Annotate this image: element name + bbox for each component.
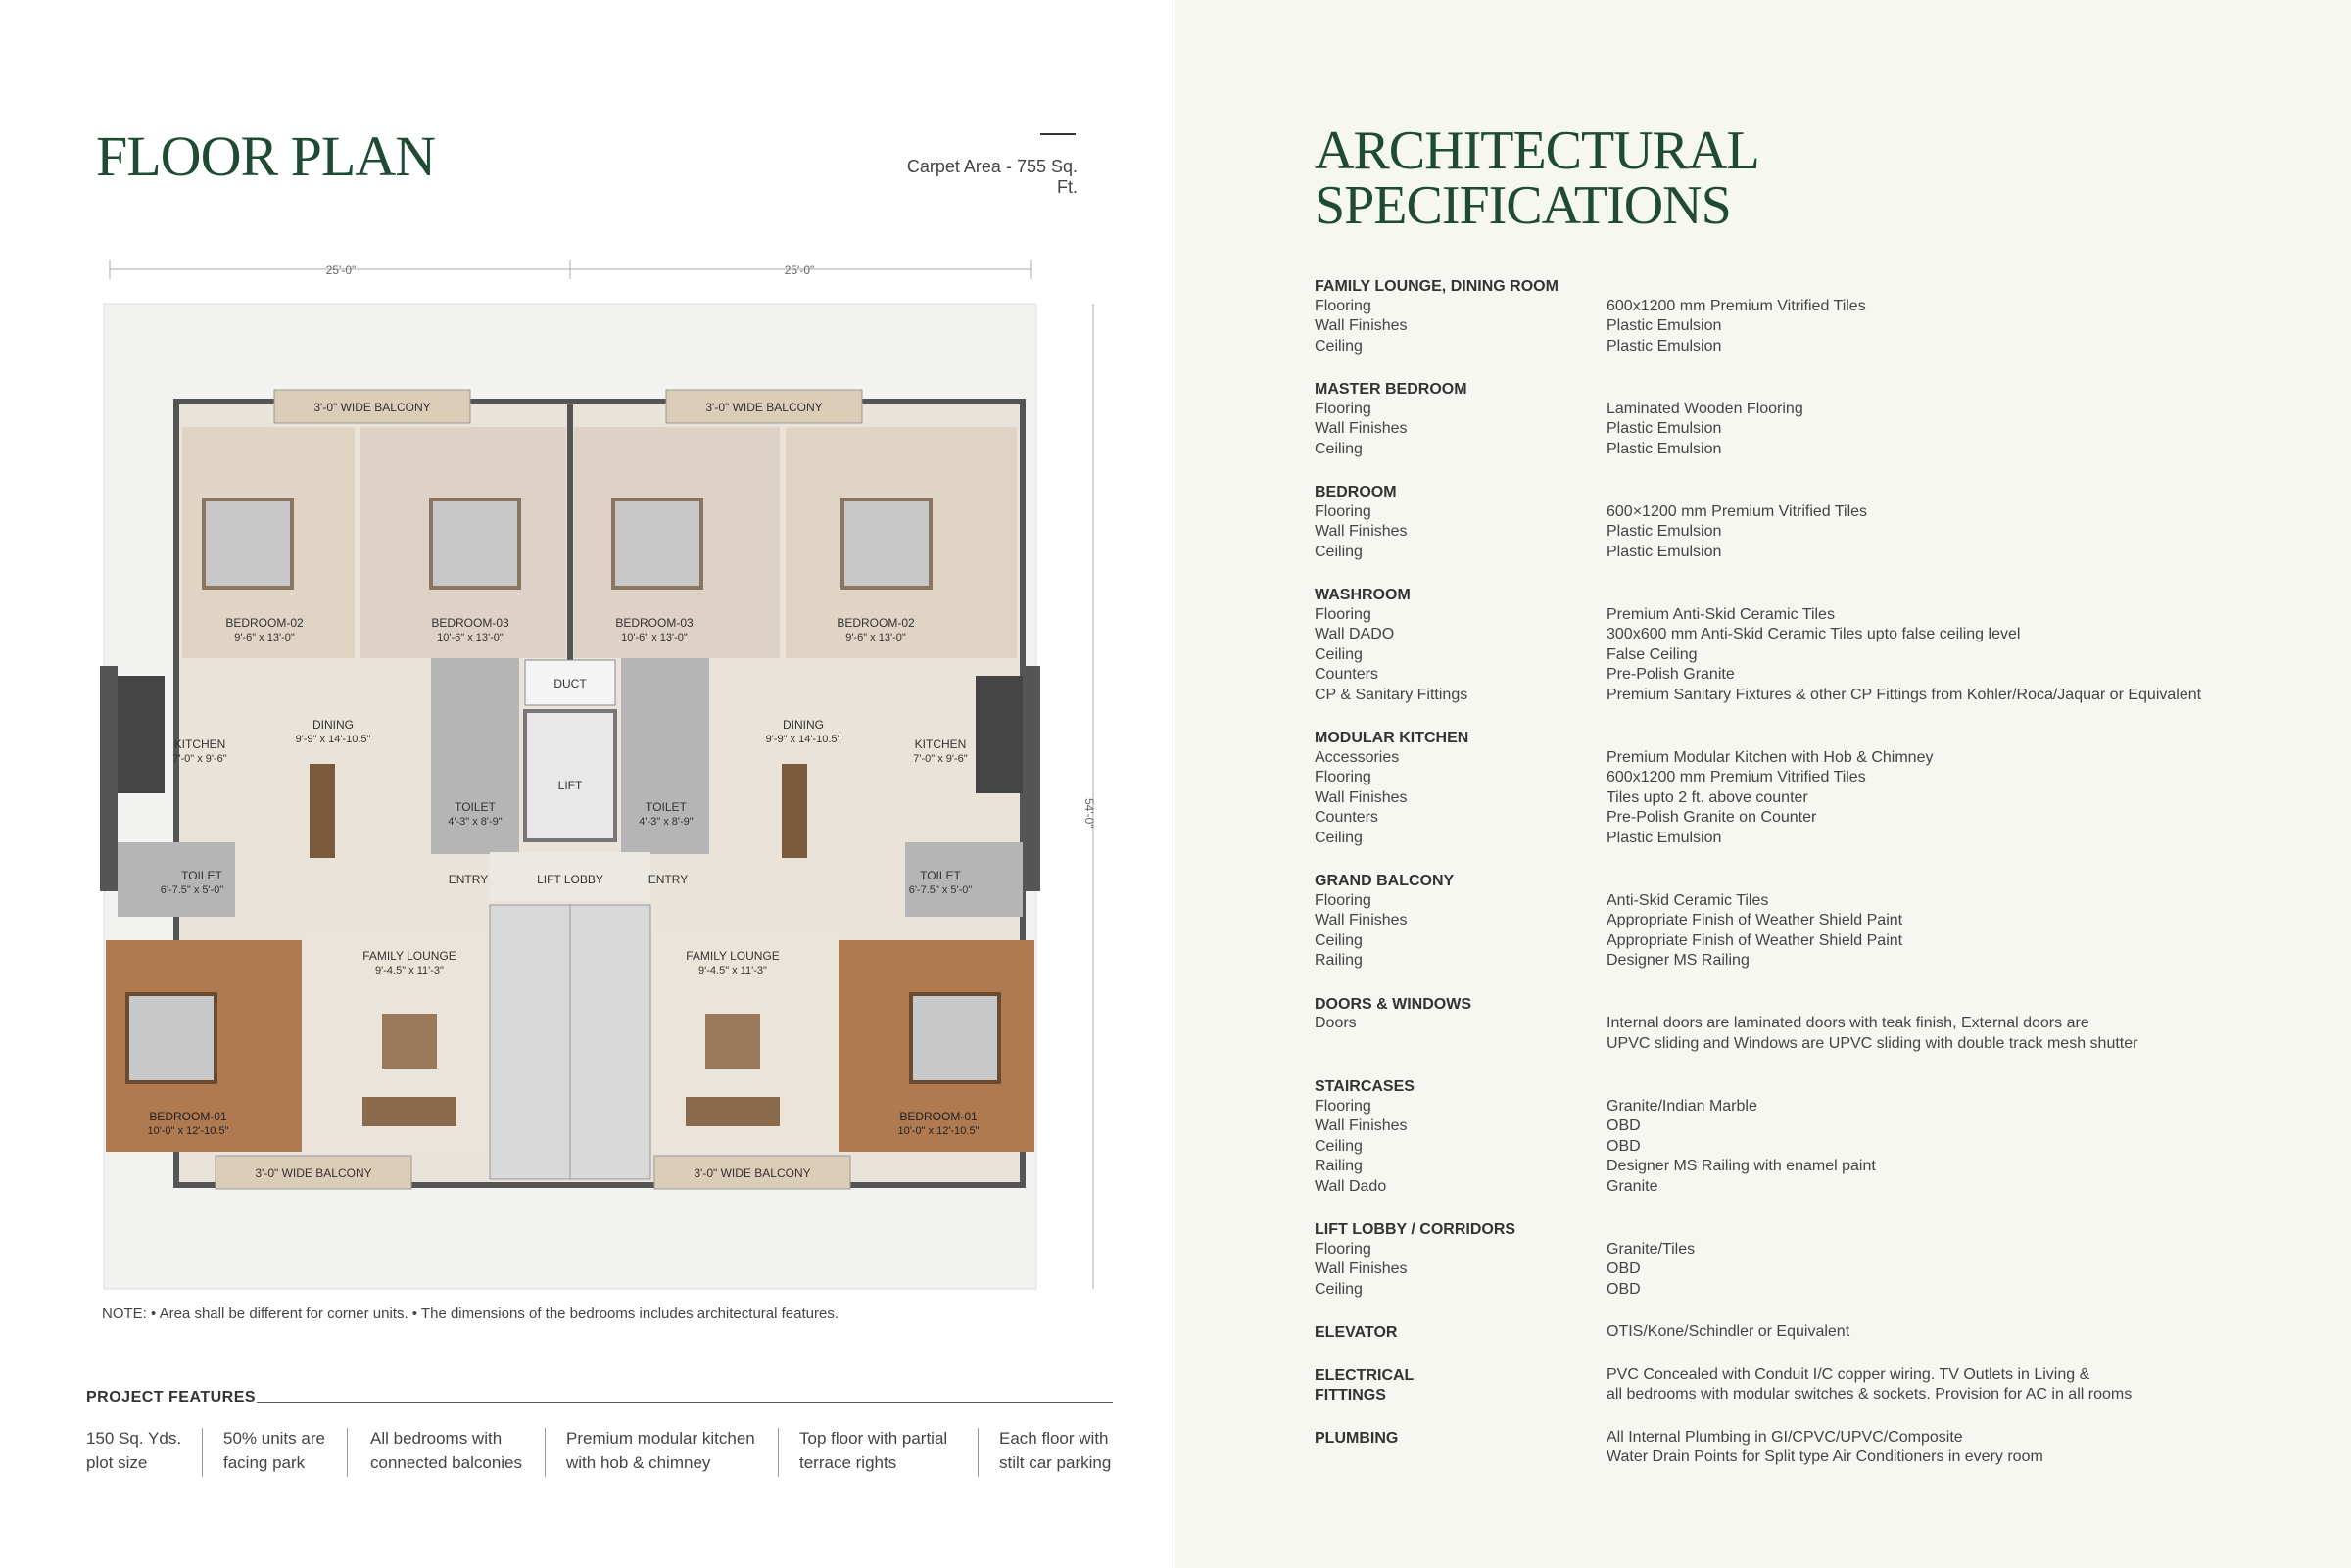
spec-value: Granite/Indian Marble (1607, 1097, 1757, 1115)
dining-left-size: 9'-9" x 14'-10.5" (295, 734, 371, 745)
feature-item: 150 Sq. Yds. plot size (86, 1429, 182, 1472)
spec-value: Premium Modular Kitchen with Hob & Chimney (1607, 748, 1934, 766)
bedroom03-left-size: 10'-6" x 13'-0" (437, 632, 504, 643)
entry-right-label: ENTRY (648, 873, 689, 886)
spec-value: Granite (1607, 1177, 1658, 1195)
spec-label: Ceiling (1315, 829, 1363, 846)
spec-label: Accessories (1315, 748, 1400, 766)
spec-value: Granite/Tiles (1607, 1240, 1696, 1258)
bed-icon (613, 499, 701, 588)
toilet-outer-right-size: 6'-7.5" x 5'-0" (908, 884, 973, 896)
spec-label: Wall Finishes (1315, 317, 1408, 334)
spec-value: OBD (1607, 1137, 1641, 1155)
bedroom02-right-label: BEDROOM-02 (837, 616, 915, 630)
toilet-outer-left-size: 6'-7.5" x 5'-0" (160, 884, 224, 896)
project-features-title: PROJECT FEATURES (86, 1389, 257, 1405)
spec-value: Appropriate Finish of Weather Shield Paint (1607, 912, 1903, 928)
spec-label: Ceiling (1315, 337, 1363, 355)
spec-value: Internal doors are laminated doors with teak finish, External doors are (1607, 1015, 2089, 1031)
spec-value: Laminated Wooden Flooring (1607, 400, 1803, 417)
dining-table-icon (310, 764, 335, 858)
bed-icon (431, 499, 519, 588)
kitchen-right-size: 7'-0" x 9'-6" (913, 753, 968, 765)
spec-label: Ceiling (1315, 931, 1363, 949)
spec-value: Plastic Emulsion (1607, 337, 1722, 355)
spec-label: Counters (1315, 666, 1378, 683)
spec-section-heading: WASHROOM (1315, 587, 1411, 603)
page-title: FLOOR PLAN (96, 124, 436, 188)
balcony-bottom-left-label: 3'-0" WIDE BALCONY (255, 1166, 372, 1180)
spec-value: 600x1200 mm Premium Vitrified Tiles (1607, 297, 1866, 314)
spec-label: Wall Finishes (1315, 420, 1408, 437)
spec-label: Counters (1315, 809, 1378, 826)
spec-label: Railing (1315, 1158, 1363, 1174)
spec-section-heading: DOORS & WINDOWS (1315, 995, 1471, 1013)
balcony-top-left-label: 3'-0" WIDE BALCONY (313, 401, 431, 414)
spec-label: CP & Sanitary Fittings (1315, 686, 1468, 703)
spec-label: Wall Finishes (1315, 788, 1408, 806)
duct-label: DUCT (553, 677, 587, 690)
family-lounge-right-label: FAMILY LOUNGE (686, 949, 780, 963)
bedroom03-left-label: BEDROOM-03 (431, 616, 509, 630)
spec-label: Wall Finishes (1315, 912, 1408, 928)
spec-section-heading: BEDROOM (1315, 484, 1397, 500)
spec-label: Ceiling (1315, 440, 1363, 457)
spec-value: Pre-Polish Granite on Counter (1607, 809, 1817, 826)
bed-icon (127, 994, 216, 1082)
bedroom01-right-label: BEDROOM-01 (899, 1110, 978, 1123)
spec-section-heading: FAMILY LOUNGE, DINING ROOM (1315, 278, 1559, 295)
toilet-inner-left-size: 4'-3" x 8'-9" (448, 816, 503, 828)
spec-label: Wall Dado (1315, 1177, 1387, 1195)
spec-label: Doors (1315, 1015, 1357, 1031)
sofa-icon (382, 1014, 437, 1069)
spec-label: Flooring (1315, 1240, 1371, 1258)
feature-item: Premium modular kitchen with hob & chimney (566, 1429, 755, 1472)
spec-section-heading: LIFT LOBBY / CORRIDORS (1315, 1221, 1516, 1238)
bedroom02-left-size: 9'-6" x 13'-0" (234, 632, 295, 643)
spec-value: All Internal Plumbing in GI/CPVC/UPVC/Composite (1607, 1428, 1963, 1446)
bedroom02-right-size: 9'-6" x 13'-0" (845, 632, 906, 643)
project-features-rule (257, 1402, 1113, 1403)
spec-value: PVC Concealed with Conduit I/C copper wiring. TV Outlets in Living & (1607, 1365, 2090, 1383)
spec-label: Ceiling (1315, 645, 1363, 663)
toilet-outer-right-label: TOILET (920, 869, 961, 882)
dim-side: 54'-0" (1082, 798, 1096, 829)
bedroom01-left-size: 10'-0" x 12'-10.5" (147, 1125, 229, 1137)
toilet-inner-right-label: TOILET (646, 800, 687, 814)
spec-value: False Ceiling (1607, 645, 1698, 663)
spec-label: Wall Finishes (1315, 1260, 1408, 1277)
feature-item: Top floor with partial terrace rights (799, 1429, 948, 1472)
bedroom01-right-size: 10'-0" x 12'-10.5" (897, 1125, 980, 1137)
dining-left-label: DINING (312, 718, 354, 732)
spec-section-heading: GRAND BALCONY (1315, 873, 1455, 889)
spec-value: 600x1200 mm Premium Vitrified Tiles (1607, 769, 1866, 785)
spec-value: 300x600 mm Anti-Skid Ceramic Tiles upto false ceiling level (1607, 626, 2021, 642)
spec-value: all bedrooms with modular switches & sockets. Provision for AC in all rooms (1607, 1386, 2133, 1402)
carpet-area: Carpet Area - 755 Sq. Ft. (906, 157, 1078, 197)
spec-label: Flooring (1315, 400, 1371, 417)
spec-value: Plastic Emulsion (1607, 420, 1722, 437)
spec-label: Ceiling (1315, 543, 1363, 560)
toilet-inner-left-label: TOILET (455, 800, 496, 814)
spec-value: Premium Anti-Skid Ceramic Tiles (1607, 605, 1835, 623)
spec-section-heading: PLUMBING (1315, 1429, 1399, 1447)
spec-value: Premium Sanitary Fixtures & other CP Fittings from Kohler/Roca/Jaquar or Equivalent (1607, 686, 2202, 703)
family-lounge-left-size: 9'-4.5" x 11'-3" (375, 965, 444, 976)
floor-plan-drawing (98, 245, 1097, 1303)
spec-section-heading: MODULAR KITCHEN (1315, 730, 1469, 746)
family-lounge-left-label: FAMILY LOUNGE (362, 949, 456, 963)
spec-label: Flooring (1315, 1097, 1371, 1115)
spec-label: Railing (1315, 952, 1363, 969)
divider-dash (1040, 133, 1076, 135)
sofa-icon (705, 1014, 760, 1069)
sofa-icon (362, 1097, 456, 1126)
kitchen-left-label: KITCHEN (173, 737, 226, 751)
lift-lobby-label: LIFT LOBBY (537, 873, 603, 886)
spec-section-heading: STAIRCASES (1315, 1078, 1415, 1095)
spec-value: Tiles upto 2 ft. above counter (1607, 788, 1808, 806)
toilet-outer-left-label: TOILET (181, 869, 222, 882)
plan-note: NOTE: • Area shall be different for corner units. • The dimensions of the bedrooms includes architectural features. (102, 1306, 839, 1322)
spec-label: Flooring (1315, 891, 1371, 909)
spec-section-heading: ELECTRICAL FITTINGS (1315, 1366, 1415, 1403)
lift (525, 711, 615, 840)
spec-label: Flooring (1315, 769, 1371, 785)
spec-label: Ceiling (1315, 1137, 1363, 1155)
bedroom03-right-size: 10'-6" x 13'-0" (621, 632, 688, 643)
dim-top-left: 25'-0" (325, 263, 357, 277)
spec-label: Wall Finishes (1315, 523, 1408, 540)
spec-section-heading: ELEVATOR (1315, 1324, 1398, 1341)
spec-value: 600×1200 mm Premium Vitrified Tiles (1607, 502, 1868, 520)
kitchen-right-label: KITCHEN (914, 737, 967, 751)
spec-value: Anti-Skid Ceramic Tiles (1607, 891, 1769, 909)
spec-value: UPVC sliding and Windows are UPVC sliding with double track mesh shutter (1607, 1034, 2138, 1052)
family-lounge-right-size: 9'-4.5" x 11'-3" (698, 965, 767, 976)
sofa-icon (686, 1097, 780, 1126)
balcony-top-right-label: 3'-0" WIDE BALCONY (705, 401, 823, 414)
spec-value: OBD (1607, 1260, 1641, 1277)
spec-label: Ceiling (1315, 1280, 1363, 1298)
feature-item: 50% units are facing park (223, 1429, 325, 1472)
spec-label: Flooring (1315, 605, 1371, 623)
bedroom02-left-label: BEDROOM-02 (225, 616, 304, 630)
spec-value: OBD (1607, 1117, 1641, 1134)
spec-value: Plastic Emulsion (1607, 829, 1722, 846)
spec-section-heading: MASTER BEDROOM (1315, 381, 1467, 398)
spec-label: Flooring (1315, 502, 1371, 520)
spec-value: Plastic Emulsion (1607, 523, 1722, 540)
bedroom01-left-label: BEDROOM-01 (149, 1110, 227, 1123)
bed-icon (911, 994, 999, 1082)
spec-value: Appropriate Finish of Weather Shield Paint (1607, 931, 1903, 949)
spec-value: Plastic Emulsion (1607, 543, 1722, 560)
spec-label: Wall Finishes (1315, 1117, 1408, 1134)
feature-item: All bedrooms with connected balconies (370, 1429, 523, 1472)
spec-value: Designer MS Railing (1607, 952, 1750, 969)
spec-value: Designer MS Railing with enamel paint (1607, 1158, 1876, 1174)
feature-item: Each floor with stilt car parking (999, 1429, 1112, 1472)
dining-right-size: 9'-9" x 14'-10.5" (765, 734, 841, 745)
spec-label: Flooring (1315, 297, 1371, 314)
toilet-inner-right-size: 4'-3" x 8'-9" (639, 816, 694, 828)
dim-top-right: 25'-0" (784, 263, 815, 277)
dining-right-label: DINING (783, 718, 824, 732)
spec-value: OTIS/Kone/Schindler or Equivalent (1607, 1323, 1850, 1340)
bedroom03-right-label: BEDROOM-03 (615, 616, 694, 630)
lift-label: LIFT (557, 779, 583, 792)
kitchen-counter-left (118, 676, 165, 793)
dining-table-icon (782, 764, 807, 858)
entry-left-label: ENTRY (448, 873, 489, 886)
spec-label: Wall DADO (1315, 626, 1395, 642)
spec-value: Plastic Emulsion (1607, 440, 1722, 457)
spec-value: Plastic Emulsion (1607, 317, 1722, 334)
spec-value: OBD (1607, 1280, 1641, 1298)
specifications-title: ARCHITECTURAL SPECIFICATIONS (1315, 120, 1759, 236)
spec-value: Water Drain Points for Split type Air Conditioners in every room (1607, 1449, 2043, 1465)
balcony-bottom-right-label: 3'-0" WIDE BALCONY (694, 1166, 811, 1180)
bed-icon (204, 499, 292, 588)
spec-value: Pre-Polish Granite (1607, 666, 1735, 683)
kitchen-counter-right (976, 676, 1023, 793)
bed-icon (842, 499, 931, 588)
kitchen-left-size: 7'-0" x 9'-6" (172, 753, 227, 765)
